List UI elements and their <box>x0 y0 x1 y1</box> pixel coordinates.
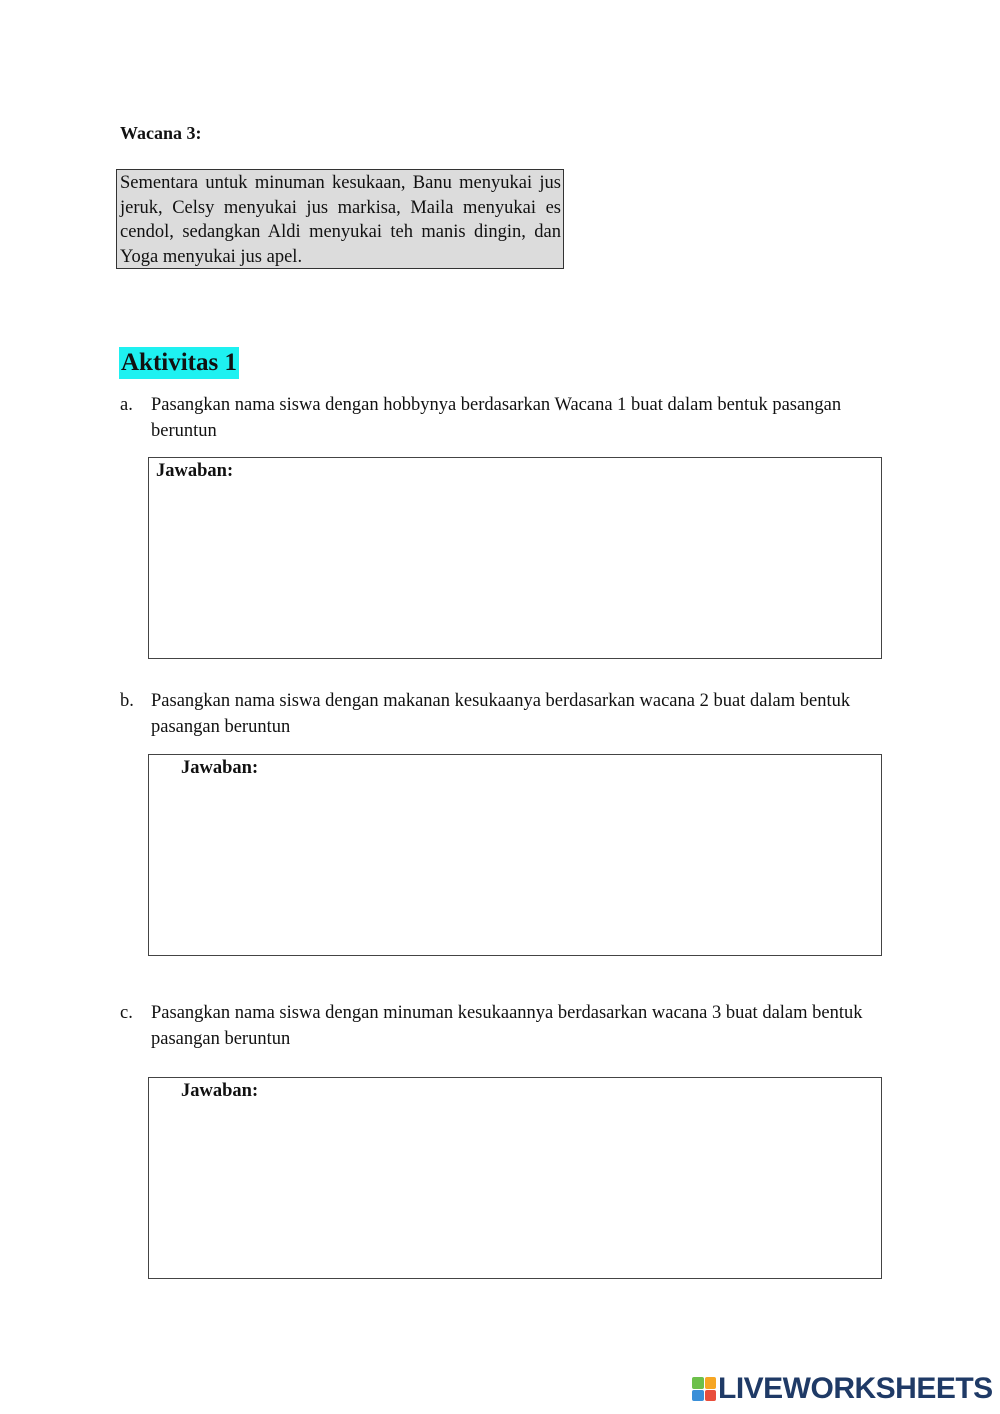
question-a <box>120 392 880 444</box>
question-b <box>120 688 880 740</box>
liveworksheets-logo-icon <box>692 1377 716 1401</box>
wacana-text: Sementara untuk minuman kesukaan, Banu menyukai jus jeruk, Celsy menyukai jus markisa, Maila menyukai es cendol, sedangkan Aldi menyukai teh manis dingin, dan Yoga menyukai jus apel. <box>120 173 561 267</box>
logo-text: LIVEWORKSHEETS <box>718 1372 993 1405</box>
question-letter: c. <box>120 1003 133 1023</box>
answer-label: Jawaban: <box>181 758 259 778</box>
liveworksheets-logo <box>692 1372 993 1406</box>
wacana-text-box <box>116 169 564 269</box>
answer-box-c[interactable] <box>148 1077 882 1279</box>
answer-label: Jawaban: <box>181 1081 259 1101</box>
question-text: Pasangkan nama siswa dengan minuman kesukaannya berdasarkan wacana 3 buat dalam bentuk pasangan beruntun <box>151 1003 863 1049</box>
question-text: Pasangkan nama siswa dengan hobbynya berdasarkan Wacana 1 buat dalam bentuk pasangan beruntun <box>151 395 842 441</box>
answer-label: Jawaban: <box>156 461 234 481</box>
question-letter: b. <box>120 691 134 711</box>
question-text: Pasangkan nama siswa dengan makanan kesukaanya berdasarkan wacana 2 buat dalam bentuk pasangan beruntun <box>151 691 851 737</box>
activity-heading: Aktivitas 1 <box>119 347 239 379</box>
question-c <box>120 1000 880 1052</box>
question-letter: a. <box>120 395 133 415</box>
wacana-title: Wacana 3: <box>120 123 202 143</box>
answer-box-b[interactable] <box>148 754 882 956</box>
answer-box-a[interactable] <box>148 457 882 659</box>
